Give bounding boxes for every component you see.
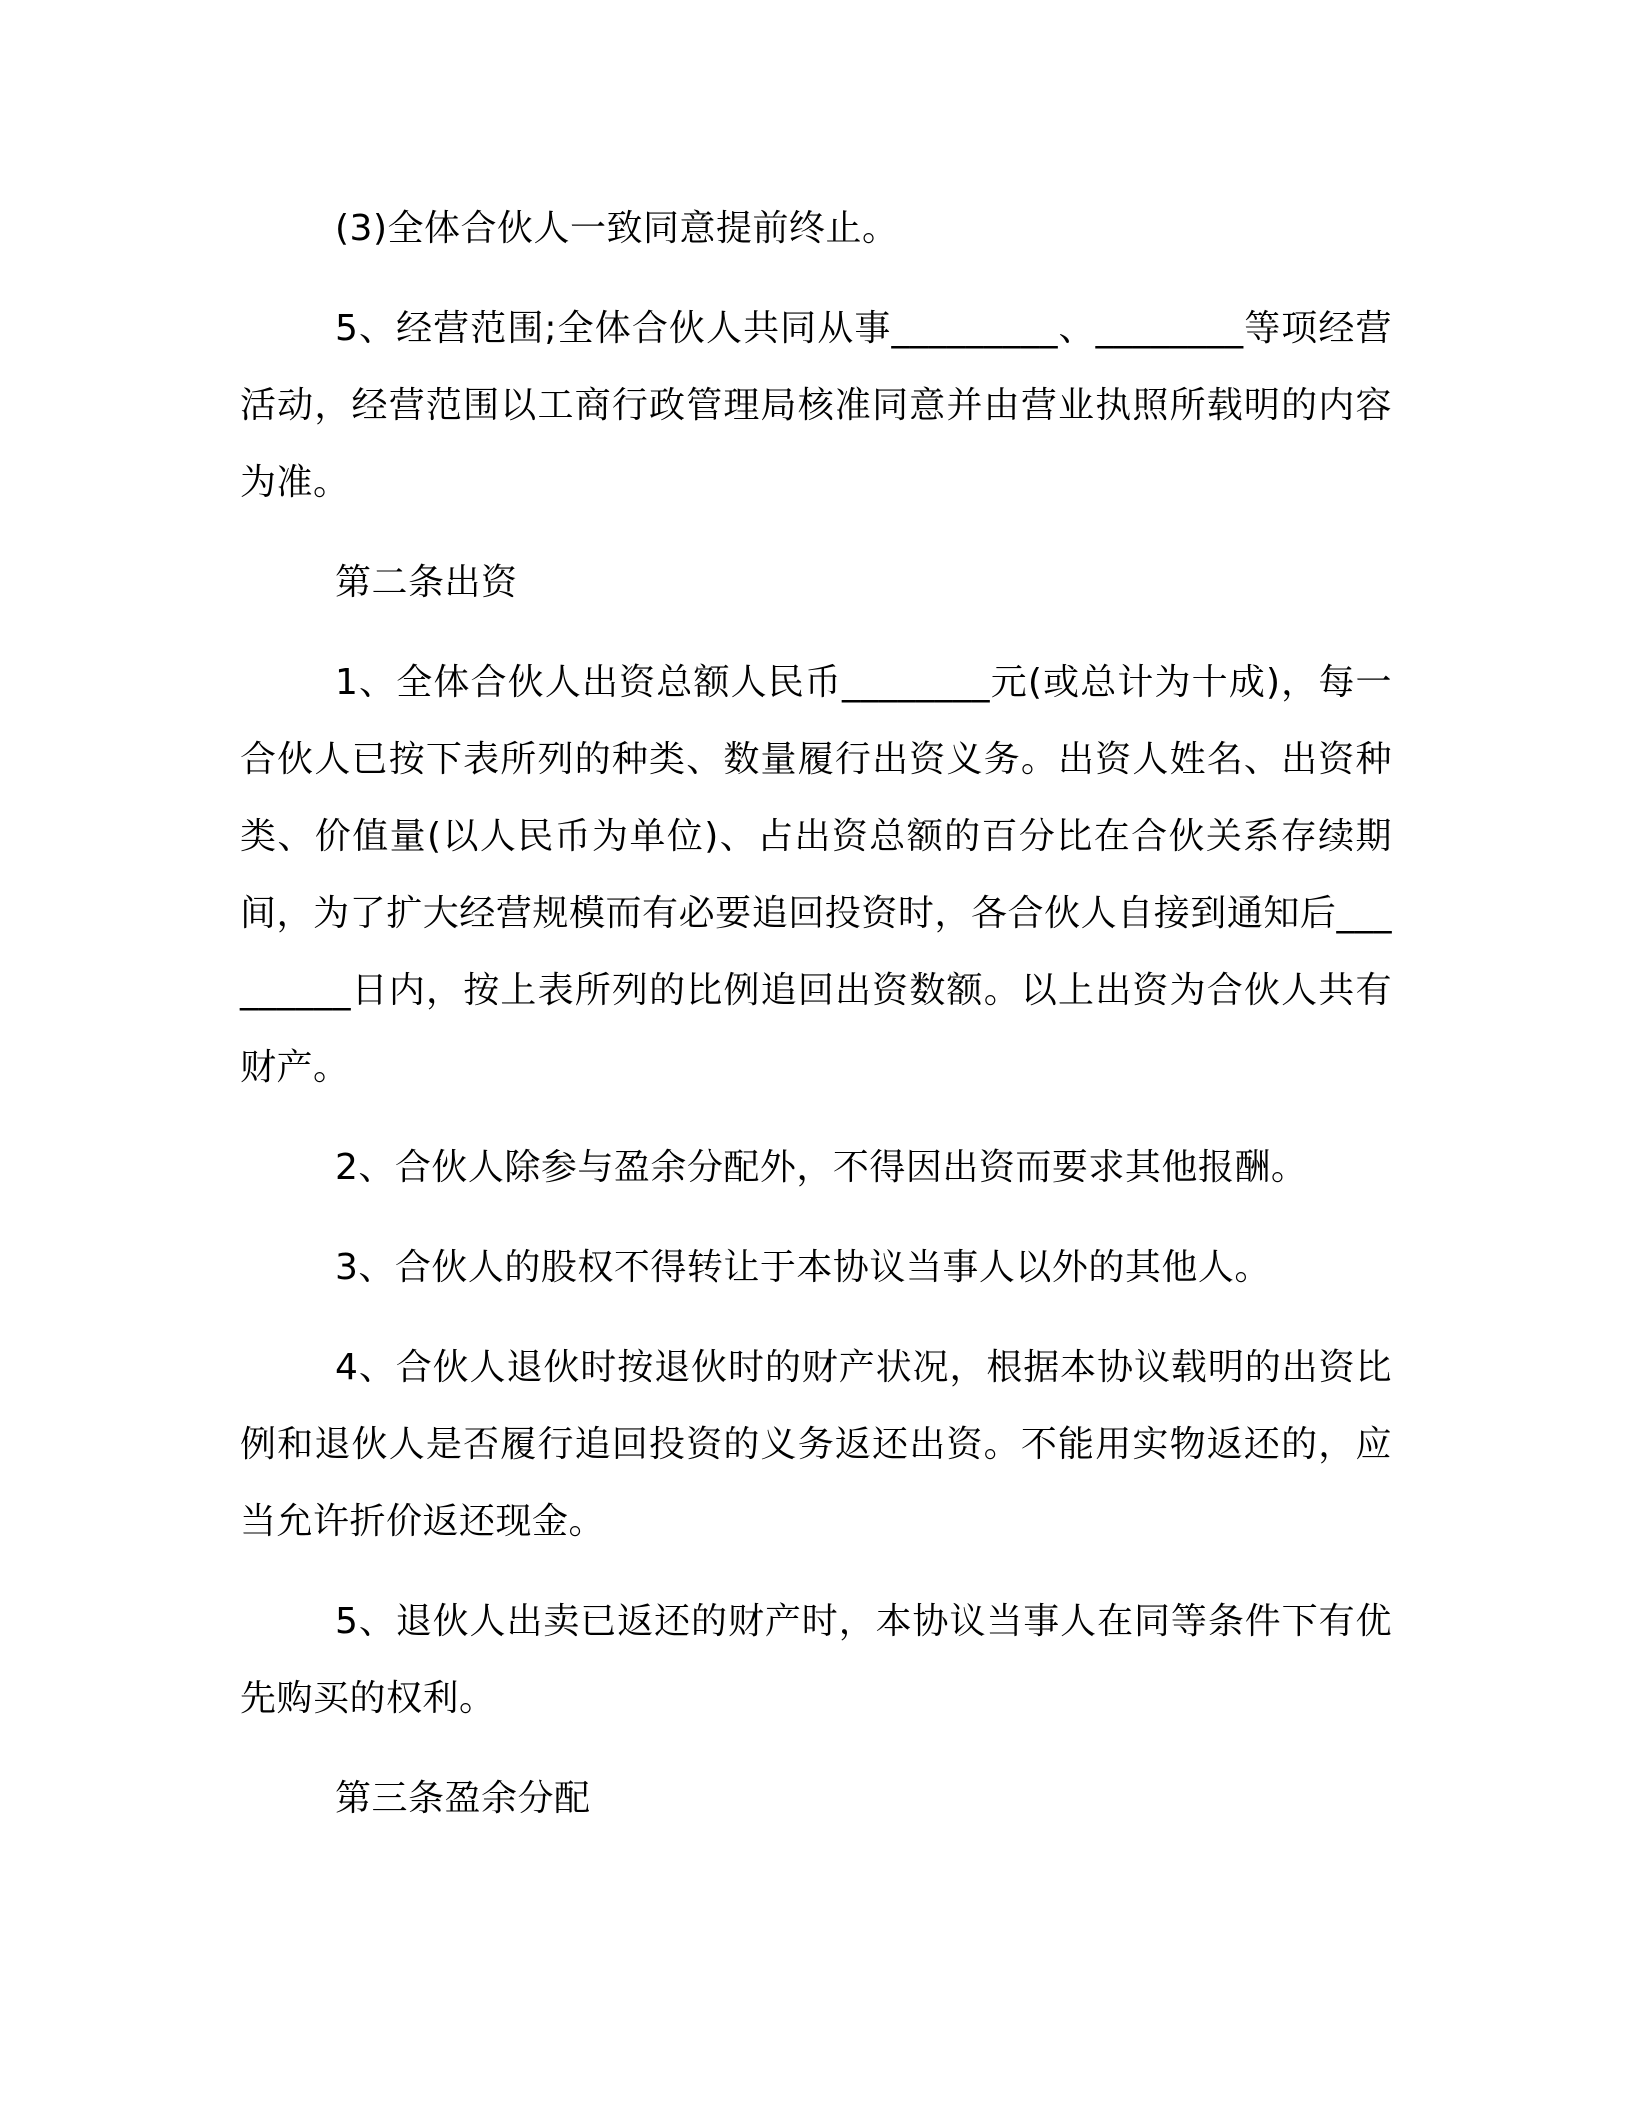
section-heading-surplus: 第三条盈余分配 xyxy=(335,1778,591,1819)
clause-equity-transfer: 3、合伙人的股权不得转让于本协议当事人以外的其他人。 xyxy=(335,1247,1271,1288)
clause-early-termination: (3)全体合伙人一致同意提前终止。 xyxy=(335,208,899,249)
clause-total-capital: 1、全体合伙人出资总额人民币________元(或总计为十成)，每一合伙人已按下表所列的种类、数量履行出资义务。出资人姓名、出资种类、价值量(以人民币为单位)、占出资总额的百分比在合伙关系存续期间，为了扩大经营规模而有必要追回投资时，各合伙人自接到通知后_________日内，按上表所列的比例追回出资数额。以上出资为合伙人共有财产。 xyxy=(240,662,1392,1088)
clause-withdrawal-refund: 4、合伙人退伙时按退伙时的财产状况，根据本协议载明的出资比例和退伙人是否履行追回投资的义务返还出资。不能用实物返还的，应当允许折价返还现金。 xyxy=(240,1347,1392,1542)
document-body xyxy=(240,190,1392,1837)
section-heading-capital: 第二条出资 xyxy=(335,562,518,603)
clause-preemptive-right: 5、退伙人出卖已返还的财产时，本协议当事人在同等条件下有优先购买的权利。 xyxy=(240,1601,1392,1719)
clause-business-scope: 5、经营范围;全体合伙人共同从事_________、________等项经营活动，经营范围以工商行政管理局核准同意并由营业执照所载明的内容为准。 xyxy=(240,308,1392,503)
clause-no-extra-reward: 2、合伙人除参与盈余分配外，不得因出资而要求其他报酬。 xyxy=(335,1147,1308,1188)
